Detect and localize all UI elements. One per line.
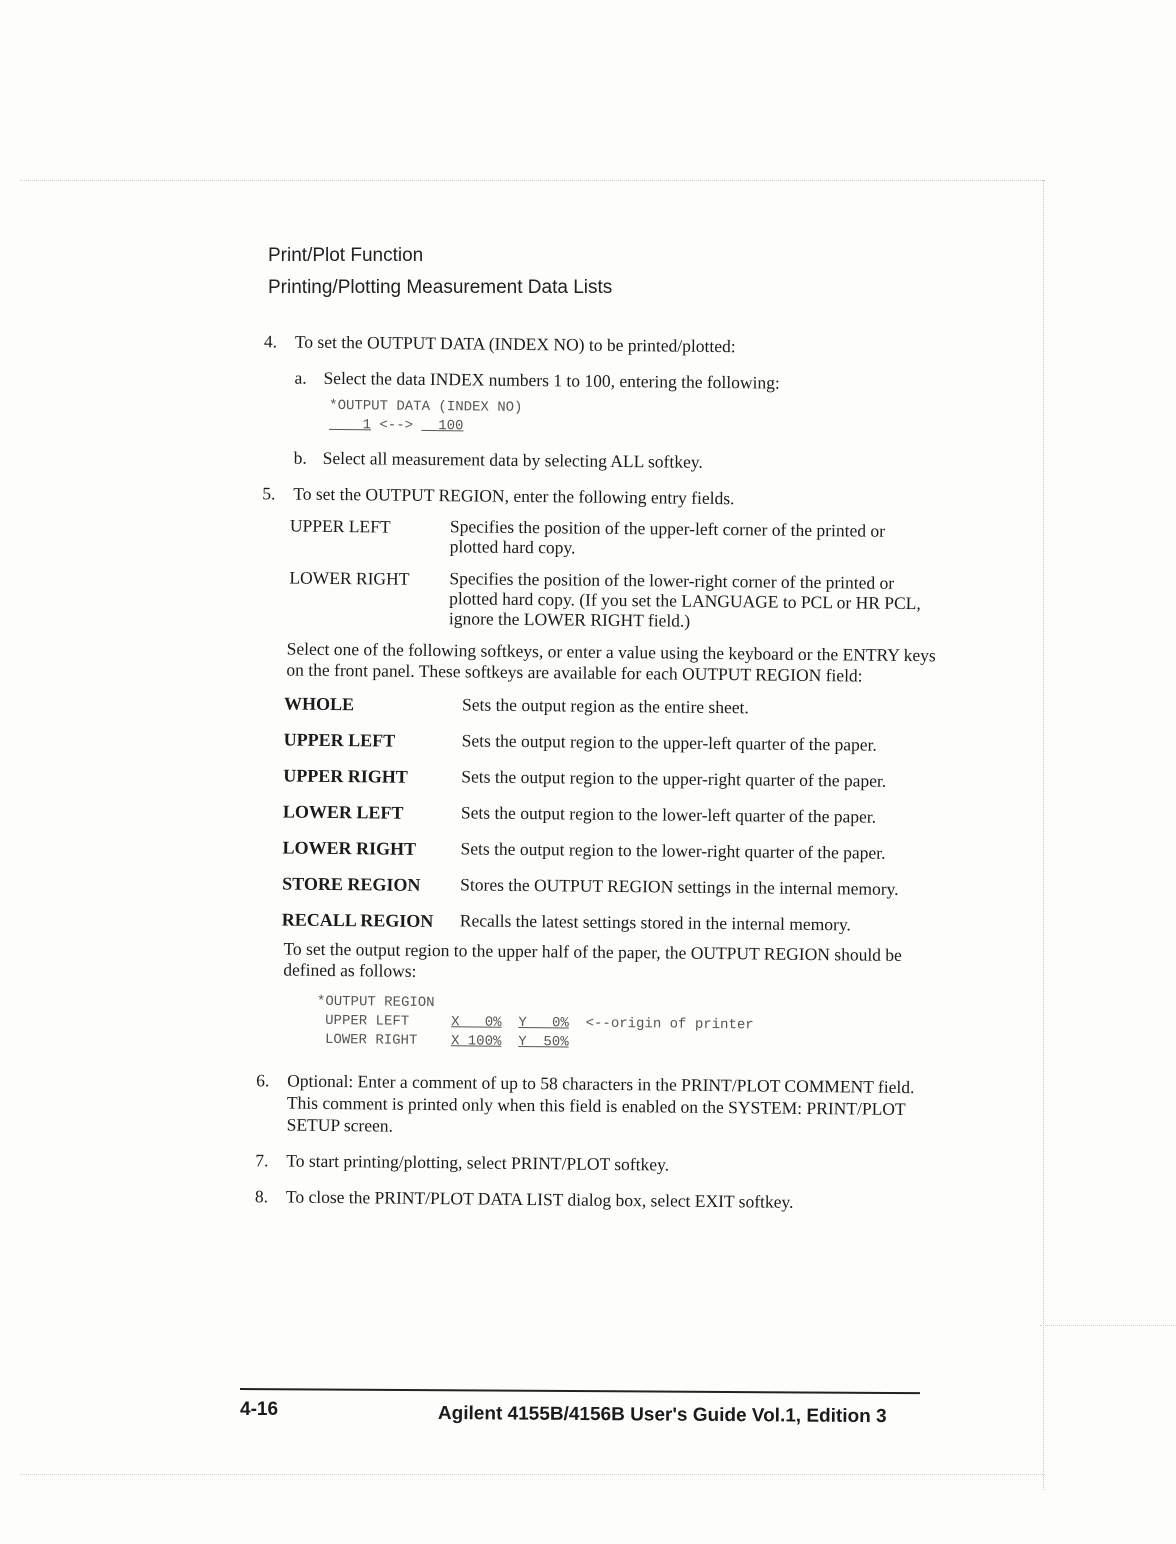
substep-4b [239, 446, 939, 475]
softkey-desc: Recalls the latest settings stored in the internal memory. [459, 910, 851, 935]
entry-fields-list [289, 515, 938, 634]
softkey-desc: Sets the output region as the entire sheet. [461, 694, 749, 718]
substep-letter: a. [294, 367, 307, 388]
origin-note: <--origin of printer [585, 1015, 754, 1034]
substep-text: Select the data INDEX numbers 1 to 100, entering the following: [323, 367, 780, 393]
output-region-code-block [316, 993, 933, 1056]
substep-text: Select all measurement data by selecting ALL softkey. [322, 447, 703, 472]
index-end-value: 100 [438, 418, 464, 435]
step-text: To set the OUTPUT REGION, enter the following entry fields. [293, 483, 735, 509]
code-line: *OUTPUT DATA (INDEX NO) [329, 397, 523, 416]
step-number: 5. [262, 483, 276, 504]
softkey-name: STORE REGION [282, 873, 421, 895]
field-row [289, 567, 938, 634]
softkey-name: LOWER RIGHT [282, 837, 417, 859]
softkey-name: UPPER RIGHT [283, 765, 408, 787]
footer-rule [240, 1388, 920, 1394]
field-desc: Specifies the position of the upper-left corner of the printed or plotted hard copy. [449, 516, 886, 558]
step-number: 6. [256, 1070, 270, 1091]
step-5 [238, 482, 938, 511]
step-7 [231, 1149, 931, 1178]
code-label: UPPER LEFT [325, 1012, 410, 1030]
upper-left-x: X 0% [451, 1014, 502, 1031]
step-8 [231, 1185, 931, 1214]
softkey-name: UPPER LEFT [283, 729, 396, 751]
softkey-name: LOWER LEFT [282, 801, 404, 823]
field-term: LOWER RIGHT [289, 567, 410, 589]
softkey-row [283, 764, 935, 793]
page-edge-top [20, 180, 1045, 181]
softkey-row [283, 800, 935, 829]
running-header [268, 240, 612, 304]
softkey-desc: Stores the OUTPUT REGION settings in the internal memory. [460, 874, 899, 899]
lower-right-y: Y 50% [518, 1033, 569, 1051]
softkey-name: RECALL REGION [281, 909, 434, 932]
softkey-name: WHOLE [283, 693, 355, 715]
step-text: To set the OUTPUT DATA (INDEX NO) to be printed/plotted: [294, 331, 736, 357]
field-desc: Specifies the position of the lower-right corner of the printed or plotted hard copy. (If you set the LANGUAGE to PCL or HR PCL, ignore the LOWER RIGHT field.) [448, 568, 921, 631]
index-code-block [329, 397, 939, 441]
substep-4a [239, 366, 940, 441]
index-start-value: 1 [362, 417, 372, 434]
code-label: LOWER RIGHT [324, 1031, 418, 1049]
step-4 [240, 330, 940, 359]
softkey-desc: Sets the output region to the lower-left quarter of the paper. [460, 802, 877, 827]
field-term: UPPER LEFT [289, 515, 391, 537]
softkey-intro-paragraph: Select one of the following softkeys, or enter a value using the keyboard or the ENTRY keys on the front panel. These softkeys are available for each OUTPUT REGION field: [286, 638, 936, 686]
page-number: 4-16 [240, 1399, 279, 1420]
substep-letter: b. [293, 447, 307, 468]
page-body [231, 330, 940, 1228]
softkey-desc: Sets the output region to the upper-right quarter of the paper. [461, 766, 887, 791]
softkey-row [282, 836, 934, 865]
step-number: 7. [255, 1150, 269, 1171]
header-section: Printing/Plotting Measurement Data Lists [268, 277, 613, 298]
example-paragraph: To set the output region to the upper half of the paper, the OUTPUT REGION should be defined as follows: [283, 938, 902, 981]
step-text: To start printing/plotting, select PRINT/PLOT softkey. [286, 1150, 670, 1175]
page-edge-bottom [20, 1474, 1045, 1475]
page-edge-fold [1040, 1325, 1176, 1326]
step-number: 4. [263, 331, 278, 352]
softkey-row [284, 692, 936, 721]
step-number: 8. [254, 1186, 269, 1207]
step-6 [232, 1069, 933, 1142]
softkey-row [284, 728, 936, 757]
code-title: *OUTPUT REGION [316, 993, 435, 1012]
page-edge-right [1043, 180, 1044, 1490]
code-arrow: <--> [379, 417, 414, 434]
footer-title: Agilent 4155B/4156B User's Guide Vol.1, Edition 3 [437, 1403, 887, 1428]
softkey-list [282, 692, 936, 937]
step-text: To close the PRINT/PLOT DATA LIST dialog box, select EXIT softkey. [285, 1186, 794, 1212]
lower-right-x: X 100% [450, 1033, 502, 1050]
softkey-row [282, 872, 934, 901]
field-row [290, 515, 938, 562]
upper-left-y: Y 0% [518, 1014, 569, 1032]
softkey-row [282, 908, 934, 937]
softkey-desc: Sets the output region to the lower-right quarter of the paper. [460, 838, 886, 863]
softkey-desc: Sets the output region to the upper-left quarter of the paper. [461, 730, 877, 755]
header-chapter: Print/Plot Function [268, 245, 424, 266]
step-text: Optional: Enter a comment of up to 58 characters in the PRINT/PLOT COMMENT field. This comment is printed only when this field is enabled on the SYSTEM: PRINT/PLOT SETUP screen. [286, 1070, 915, 1136]
